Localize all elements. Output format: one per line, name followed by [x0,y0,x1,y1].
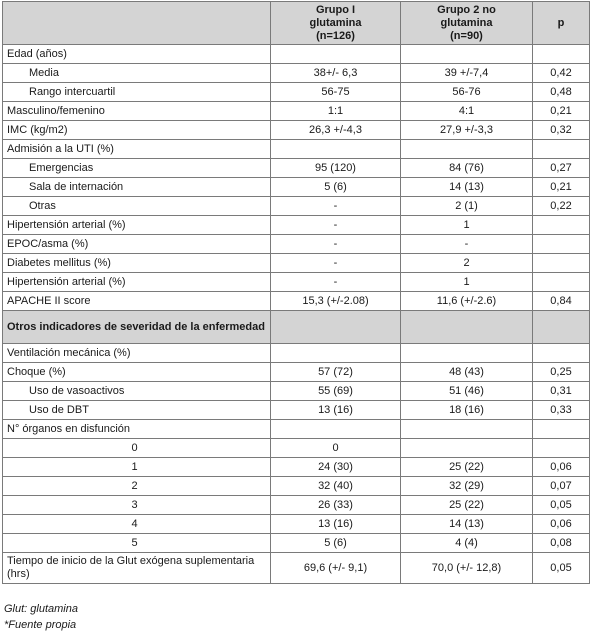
header-blank-cell [3,2,271,45]
group2-cell [401,420,533,439]
group1-cell: - [271,254,401,273]
group2-cell [401,344,533,363]
row-label: Hipertensión arterial (%) [3,273,271,292]
group2-cell: 2 [401,254,533,273]
p-cell: 0,21 [533,178,590,197]
table-row [3,273,590,292]
p-cell: 0,84 [533,292,590,311]
header-p: p [533,2,590,45]
table-row [3,102,590,121]
group1-cell: 13 (16) [271,515,401,534]
group2-cell: 4:1 [401,102,533,121]
table-row [3,121,590,140]
p-cell: 0,27 [533,159,590,178]
table-row [3,420,590,439]
footnote-abbreviation: Glut: glutamina [4,603,78,615]
p-cell [533,235,590,254]
group2-cell: 4 (4) [401,534,533,553]
group2-cell [401,311,533,344]
group1-cell: 0 [271,439,401,458]
p-cell: 0,05 [533,553,590,584]
row-label: 1 [3,458,271,477]
group2-cell: 70,0 (+/- 12,8) [401,553,533,584]
group2-cell: 32 (29) [401,477,533,496]
group1-cell [271,344,401,363]
group2-cell [401,439,533,458]
table-row [3,254,590,273]
row-label: Sala de internación [3,178,271,197]
table-row [3,159,590,178]
row-label: 4 [3,515,271,534]
p-cell: 0,08 [533,534,590,553]
table-row [3,401,590,420]
table-row [3,382,590,401]
row-label: Masculino/femenino [3,102,271,121]
group2-cell: 48 (43) [401,363,533,382]
table-header-row [3,2,590,45]
group2-cell: 1 [401,216,533,235]
p-cell: 0,42 [533,64,590,83]
p-cell: 0,07 [533,477,590,496]
table-footnotes [4,601,78,633]
group1-cell [271,311,401,344]
group2-cell: 14 (13) [401,515,533,534]
row-label: Diabetes mellitus (%) [3,254,271,273]
group2-cell: - [401,235,533,254]
group2-cell: 25 (22) [401,458,533,477]
row-label: Edad (años) [3,45,271,64]
group1-cell: 55 (69) [271,382,401,401]
p-cell: 0,21 [533,102,590,121]
p-cell: 0,05 [533,496,590,515]
group1-cell [271,420,401,439]
table-row [3,477,590,496]
p-cell [533,45,590,64]
table-row [3,83,590,102]
row-label: IMC (kg/m2) [3,121,271,140]
table-row [3,553,590,584]
group2-cell: 51 (46) [401,382,533,401]
p-cell: 0,31 [533,382,590,401]
row-label: Uso de vasoactivos [3,382,271,401]
group2-cell: 1 [401,273,533,292]
group1-cell: 5 (6) [271,534,401,553]
p-cell: 0,22 [533,197,590,216]
row-label: N° órganos en disfunción [3,420,271,439]
row-label: Uso de DBT [3,401,271,420]
section-header-row [3,311,590,344]
group2-cell: 18 (16) [401,401,533,420]
group1-cell: - [271,235,401,254]
group1-cell: 57 (72) [271,363,401,382]
table-row [3,439,590,458]
row-label: Emergencias [3,159,271,178]
table-row [3,45,590,64]
header-group2: Grupo 2 no glutamina (n=90) [401,2,533,45]
row-label: 0 [3,439,271,458]
table-row [3,496,590,515]
group1-cell: 24 (30) [271,458,401,477]
row-label: Hipertensión arterial (%) [3,216,271,235]
table-row [3,178,590,197]
p-cell [533,140,590,159]
row-label: Ventilación mecánica (%) [3,344,271,363]
group2-cell: 25 (22) [401,496,533,515]
table-row [3,292,590,311]
group1-cell: 13 (16) [271,401,401,420]
p-cell [533,311,590,344]
p-cell: 0,48 [533,83,590,102]
group1-cell: 5 (6) [271,178,401,197]
p-cell [533,273,590,292]
group1-cell [271,45,401,64]
footnote-source: *Fuente propia [4,619,77,631]
row-label: EPOC/asma (%) [3,235,271,254]
p-cell: 0,25 [533,363,590,382]
row-label: 2 [3,477,271,496]
group2-cell: 11,6 (+/-2.6) [401,292,533,311]
group2-cell: 39 +/-7,4 [401,64,533,83]
row-label: Choque (%) [3,363,271,382]
row-label: Rango intercuartil [3,83,271,102]
group1-cell: 26,3 +/-4,3 [271,121,401,140]
group2-cell [401,140,533,159]
group1-cell: - [271,197,401,216]
group1-cell: 32 (40) [271,477,401,496]
p-cell [533,216,590,235]
table-row [3,458,590,477]
p-cell [533,344,590,363]
group1-cell [271,140,401,159]
row-label: 5 [3,534,271,553]
table-row [3,515,590,534]
group2-cell: 27,9 +/-3,3 [401,121,533,140]
p-cell: 0,06 [533,458,590,477]
row-label: 3 [3,496,271,515]
group1-cell: 56-75 [271,83,401,102]
table-row [3,64,590,83]
row-label: Admisión a la UTI (%) [3,140,271,159]
row-label: Tiempo de inicio de la Glut exógena suplementaria (hrs) [3,553,271,584]
group1-cell: 95 (120) [271,159,401,178]
data-table [2,1,590,584]
table-row [3,197,590,216]
p-cell: 0,32 [533,121,590,140]
section-title: Otros indicadores de severidad de la enfermedad [3,311,271,344]
group1-cell: 69,6 (+/- 9,1) [271,553,401,584]
table-row [3,344,590,363]
row-label: Media [3,64,271,83]
p-cell [533,439,590,458]
group1-cell: 1:1 [271,102,401,121]
group2-cell: 56-76 [401,83,533,102]
group2-cell: 2 (1) [401,197,533,216]
group2-cell: 84 (76) [401,159,533,178]
group2-cell [401,45,533,64]
table-row [3,235,590,254]
group2-cell: 14 (13) [401,178,533,197]
group1-cell: - [271,273,401,292]
table-row [3,216,590,235]
row-label: APACHE II score [3,292,271,311]
row-label: Otras [3,197,271,216]
group1-cell: 15,3 (+/-2.08) [271,292,401,311]
p-cell: 0,33 [533,401,590,420]
group1-cell: 38+/- 6,3 [271,64,401,83]
p-cell [533,420,590,439]
table-row [3,140,590,159]
table-row [3,363,590,382]
header-group1: Grupo I glutamina (n=126) [271,2,401,45]
group1-cell: 26 (33) [271,496,401,515]
p-cell: 0,06 [533,515,590,534]
p-cell [533,254,590,273]
table-row [3,534,590,553]
group1-cell: - [271,216,401,235]
